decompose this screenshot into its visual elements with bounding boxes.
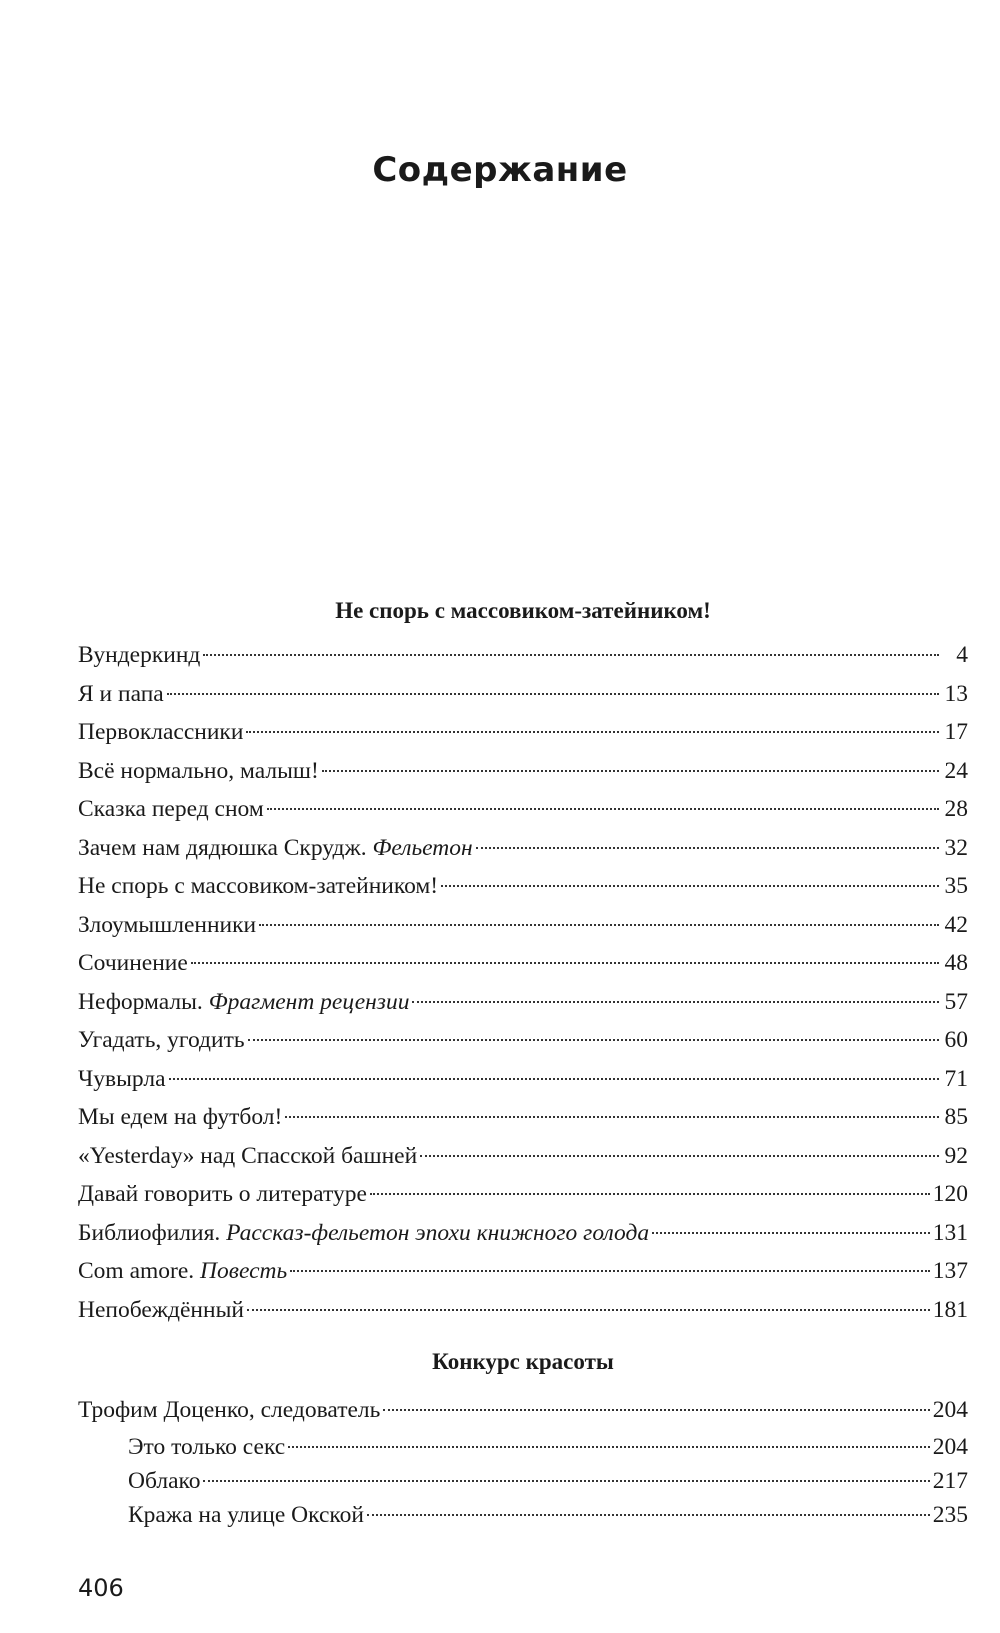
toc-entry-main-title: Сочинение — [78, 950, 188, 976]
toc-entry-main-title: Непобеждённый — [78, 1296, 244, 1323]
toc-entry-title — [78, 1060, 166, 1099]
toc-entry-title — [78, 1175, 367, 1214]
toc-entry — [78, 944, 968, 983]
toc-entry-page: 4 — [956, 642, 968, 668]
toc-entry-genre: Фрагмент рецензии — [208, 988, 410, 1015]
dot-leader — [367, 1514, 930, 1516]
toc-entry-main-title: Вундеркинд — [78, 642, 201, 668]
toc-entry-page: 85 — [944, 1104, 968, 1130]
toc-entry-page: 235 — [932, 1501, 968, 1528]
toc-entry-page: 204 — [932, 1433, 968, 1460]
dot-leader — [441, 885, 939, 887]
toc-entry-title — [128, 1430, 285, 1464]
toc-entry-title — [128, 1464, 200, 1498]
toc-entry-page: 217 — [932, 1467, 968, 1494]
toc-entry — [78, 1498, 968, 1532]
dot-leader — [246, 731, 939, 733]
toc-entry-title — [128, 1498, 364, 1532]
dot-leader — [652, 1232, 930, 1234]
toc-entry-page: 137 — [932, 1258, 968, 1284]
toc-entry-title — [78, 829, 473, 868]
toc-entry-page: 32 — [944, 834, 968, 861]
toc-entry-title — [78, 906, 256, 945]
toc-entry-main-title: Облако — [128, 1467, 201, 1494]
toc-entry — [78, 867, 968, 906]
toc-entry-page: 48 — [944, 950, 968, 976]
toc-entry-main-title: Трофим Доценко, следователь — [78, 1397, 381, 1423]
dot-leader — [203, 654, 939, 656]
toc-entry-title — [78, 1391, 380, 1430]
toc-entry — [78, 1021, 968, 1060]
toc-entry — [78, 713, 968, 752]
table-of-contents — [78, 596, 968, 1532]
dot-leader — [203, 1480, 929, 1482]
section-entries — [78, 636, 968, 1329]
dot-leader — [285, 1116, 939, 1118]
toc-entry-main-title: Это только секс — [128, 1433, 286, 1460]
toc-entry — [78, 1060, 968, 1099]
toc-entry-main-title: Мы едем на футбол! — [78, 1104, 283, 1130]
toc-entry-title — [78, 675, 164, 714]
toc-entry-title — [78, 944, 188, 983]
dot-leader — [191, 962, 939, 964]
toc-entry — [78, 1464, 968, 1498]
toc-entry-main-title: «Yesterday» над Спасской башней — [78, 1142, 418, 1169]
toc-entry-title — [78, 713, 243, 752]
toc-entry — [78, 1175, 968, 1214]
dot-leader — [259, 924, 939, 926]
toc-entry — [78, 983, 968, 1022]
toc-entry-title — [78, 1214, 649, 1253]
dot-leader — [383, 1409, 929, 1411]
toc-entry-title — [78, 1098, 282, 1137]
page-title: Содержание — [372, 150, 628, 190]
toc-entry — [78, 675, 968, 714]
toc-entry-main-title: Чувырла — [78, 1065, 166, 1092]
toc-entry-title — [78, 790, 264, 829]
toc-entry — [78, 636, 968, 675]
dot-leader — [412, 1001, 939, 1003]
toc-entry-page: 181 — [932, 1296, 968, 1323]
toc-entry-main-title: Давай говорить о литературе — [78, 1181, 367, 1207]
toc-entry — [78, 752, 968, 791]
toc-entry-title — [78, 983, 409, 1022]
toc-entry — [78, 906, 968, 945]
toc-entry — [78, 1214, 968, 1253]
toc-entry-main-title: Первоклассники — [78, 719, 244, 745]
toc-entry-page: 131 — [932, 1219, 968, 1246]
toc-entry-page: 35 — [944, 873, 968, 899]
toc-entry — [78, 1252, 968, 1291]
toc-entry-title — [78, 1291, 244, 1330]
toc-entry-page: 13 — [944, 680, 968, 707]
toc-entry-title — [78, 636, 200, 675]
toc-entry-page: 57 — [944, 988, 968, 1015]
toc-entry-page: 42 — [944, 911, 968, 938]
toc-entry-genre: Фельетон — [372, 834, 473, 861]
toc-entry-title — [78, 867, 438, 906]
toc-entry-genre: Рассказ-фельетон эпохи книжного голода — [226, 1219, 650, 1246]
toc-entry-main-title: Угадать, угодить — [78, 1027, 245, 1053]
section-heading: Конкурс красоты — [432, 1349, 614, 1374]
toc-entry-main-title: Зачем нам дядюшка Скрудж. — [78, 834, 373, 861]
toc-entry-title — [78, 752, 319, 791]
toc-entry-title — [78, 1021, 245, 1060]
section-heading: Не спорь с массовиком-затейником! — [335, 598, 711, 623]
toc-entry — [78, 1098, 968, 1137]
toc-entry-main-title: Я и папа — [78, 680, 164, 707]
dot-leader — [169, 1078, 939, 1080]
toc-entry-title — [78, 1137, 417, 1176]
dot-leader — [167, 693, 939, 695]
dot-leader — [267, 808, 939, 810]
toc-entry-main-title: Злоумышленники — [78, 911, 257, 938]
dot-leader — [322, 770, 939, 772]
dot-leader — [420, 1155, 939, 1157]
toc-entry — [78, 1137, 968, 1176]
toc-entry-page: 120 — [932, 1181, 968, 1207]
toc-entry — [78, 1291, 968, 1330]
page-number: 406 — [78, 1574, 124, 1602]
section-entries — [78, 1391, 968, 1532]
toc-entry-page: 71 — [944, 1065, 968, 1092]
toc-entry-main-title: Библиофилия. — [78, 1219, 227, 1246]
dot-leader — [476, 847, 939, 849]
toc-entry-page: 24 — [944, 757, 968, 784]
dot-leader — [247, 1309, 930, 1311]
toc-entry-page: 60 — [944, 1027, 968, 1053]
toc-entry-genre: Повесть — [200, 1258, 288, 1284]
dot-leader — [248, 1039, 939, 1041]
dot-leader — [288, 1446, 930, 1448]
toc-entry — [78, 1430, 968, 1464]
toc-entry-main-title: Сказка перед сном — [78, 796, 264, 822]
toc-entry-page: 17 — [944, 719, 968, 745]
toc-entry-page: 28 — [944, 796, 968, 822]
toc-entry-main-title: Кража на улице Окской — [128, 1501, 364, 1528]
toc-entry-title — [78, 1252, 287, 1291]
toc-entry — [78, 790, 968, 829]
toc-entry — [78, 829, 968, 868]
toc-entry-main-title: Не спорь с массовиком-затейником! — [78, 873, 439, 899]
toc-entry-page: 204 — [932, 1397, 968, 1423]
dot-leader — [290, 1270, 930, 1272]
toc-entry-main-title: Com amore. — [78, 1258, 201, 1284]
toc-entry-main-title: Всё нормально, малыш! — [78, 757, 319, 784]
toc-entry — [78, 1391, 968, 1430]
toc-entry-main-title: Неформалы. — [78, 988, 209, 1015]
toc-entry-page: 92 — [944, 1142, 968, 1169]
dot-leader — [370, 1193, 930, 1195]
